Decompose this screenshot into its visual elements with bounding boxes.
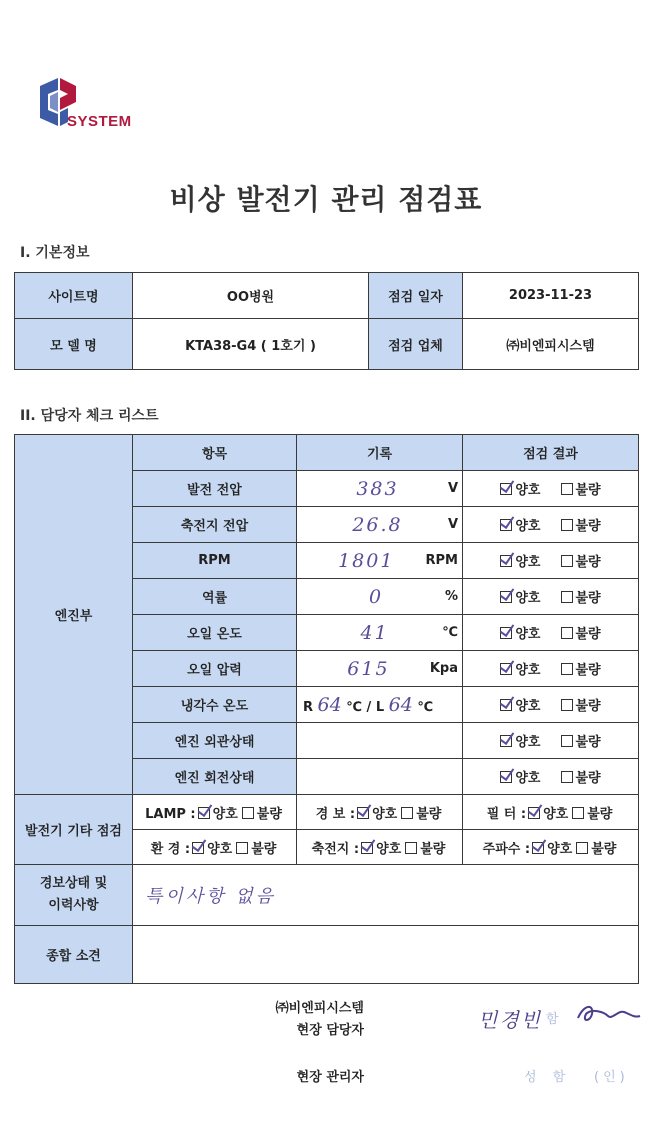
handwritten-value: 0 [368, 585, 384, 608]
field-manager-label: 현장 담당자 [296, 1023, 364, 1038]
record-oil-pressure [297, 651, 463, 687]
bad-checkbox[interactable] [561, 483, 573, 495]
logo-text: SYSTEM [67, 113, 132, 130]
unit: ℃ [442, 625, 458, 640]
date-value: 2023-11-23 [463, 273, 639, 319]
bad-checkbox[interactable] [561, 591, 573, 603]
document-title: 비상 발전기 관리 점검표 [169, 183, 483, 216]
result-coolant-temperature[interactable]: 양호 불량 [463, 687, 639, 723]
item-engine-rotation: 엔진 회전상태 [133, 759, 297, 795]
etc-lamp[interactable]: LAMP : 양호 불량 [133, 795, 297, 830]
section-checklist-heading: II. 담당자 체크 리스트 [20, 408, 159, 424]
bad-checkbox[interactable] [572, 807, 584, 819]
bad-checkbox[interactable] [561, 627, 573, 639]
record-engine-exterior [297, 723, 463, 759]
unit: % [444, 589, 458, 604]
result-rpm[interactable]: 양호 불량 [463, 543, 639, 579]
result-battery-voltage[interactable]: 양호 불량 [463, 507, 639, 543]
basic-info-table [14, 272, 639, 370]
alarm-history-value[interactable] [133, 865, 639, 926]
result-oil-temperature[interactable]: 양호 불량 [463, 615, 639, 651]
handwritten-value: 1801 [338, 549, 395, 572]
good-checkbox[interactable] [500, 555, 512, 567]
good-checkbox[interactable] [500, 663, 512, 675]
model-label: 모 델 명 [15, 319, 133, 370]
engine-group-label: 엔진부 [15, 435, 133, 795]
handwritten-value: 64 [317, 693, 342, 716]
col-record-header: 기록 [297, 435, 463, 471]
site-value: OO병원 [133, 273, 369, 319]
signature-scribble [574, 1000, 644, 1028]
summary-label: 종합 소견 [15, 926, 133, 984]
good-checkbox[interactable] [500, 735, 512, 747]
item-oil-pressure: 오일 압력 [133, 651, 297, 687]
model-value: KTA38-G4 ( 1호기 ) [133, 319, 369, 370]
handwritten-value: 615 [347, 657, 390, 680]
alarm-history-label: 경보상태 및 이력사항 [15, 865, 133, 926]
item-engine-exterior: 엔진 외관상태 [133, 723, 297, 759]
site-admin-label: 현장 관리자 [296, 1070, 364, 1085]
good-checkbox[interactable] [500, 771, 512, 783]
handwritten-value: 64 [388, 693, 413, 716]
good-checkbox[interactable] [192, 842, 204, 854]
bad-checkbox[interactable] [401, 807, 413, 819]
record-coolant-temperature: R 64 ℃ / L 64 ℃ [297, 687, 463, 723]
date-label: 점검 일자 [369, 273, 463, 319]
company-label: 점검 업체 [369, 319, 463, 370]
result-oil-pressure[interactable]: 양호 불량 [463, 651, 639, 687]
col-result-header: 점검 결과 [463, 435, 639, 471]
field-manager-seal-placeholder: 함 [546, 1012, 565, 1027]
footer-company: ㈜비엔피시스템 [275, 1001, 364, 1016]
checklist-table [14, 434, 639, 984]
record-power-factor [297, 579, 463, 615]
item-generator-voltage: 발전 전압 [133, 471, 297, 507]
handwritten-value: 26.8 [352, 513, 403, 536]
record-battery-voltage [297, 507, 463, 543]
bad-checkbox[interactable] [561, 735, 573, 747]
good-checkbox[interactable] [500, 519, 512, 531]
bad-checkbox[interactable] [236, 842, 248, 854]
site-label: 사이트명 [15, 273, 133, 319]
item-rpm: RPM [133, 543, 297, 579]
site-admin-seal-placeholder: (인) [594, 1070, 629, 1085]
footer-company-block [240, 998, 364, 1042]
item-power-factor: 역률 [133, 579, 297, 615]
good-checkbox[interactable] [357, 807, 369, 819]
good-checkbox[interactable] [198, 807, 210, 819]
good-checkbox[interactable] [500, 591, 512, 603]
col-item-header: 항목 [133, 435, 297, 471]
bad-checkbox[interactable] [561, 699, 573, 711]
bad-checkbox[interactable] [242, 807, 254, 819]
etc-alarm[interactable]: 경 보 : 양호 불량 [297, 795, 463, 830]
company-value: ㈜비엔피시스템 [463, 319, 639, 370]
result-engine-exterior[interactable]: 양호 불량 [463, 723, 639, 759]
item-coolant-temperature: 냉각수 온도 [133, 687, 297, 723]
result-engine-rotation[interactable]: 양호 불량 [463, 759, 639, 795]
unit: Kpa [429, 661, 458, 676]
unit: V [447, 517, 458, 532]
summary-value[interactable] [133, 926, 639, 984]
good-checkbox[interactable] [500, 483, 512, 495]
handwritten-value: 383 [356, 477, 399, 500]
bad-checkbox[interactable] [561, 771, 573, 783]
etc-filter[interactable]: 필 터 : 양호 불량 [463, 795, 639, 830]
handwritten-note: 특이사항 없음 [145, 886, 277, 907]
item-oil-temperature: 오일 온도 [133, 615, 297, 651]
bad-checkbox[interactable] [405, 842, 417, 854]
handwritten-value: 41 [360, 621, 389, 644]
record-rpm [297, 543, 463, 579]
bad-checkbox[interactable] [561, 519, 573, 531]
site-admin-name-placeholder: 성 함 [524, 1070, 572, 1085]
section-basic-info-heading: I. 기본정보 [20, 245, 90, 261]
good-checkbox[interactable] [500, 699, 512, 711]
result-generator-voltage[interactable]: 양호 불량 [463, 471, 639, 507]
item-battery-voltage: 축전지 전압 [133, 507, 297, 543]
result-power-factor[interactable]: 양호 불량 [463, 579, 639, 615]
good-checkbox[interactable] [500, 627, 512, 639]
field-manager-signature: 민경빈 [478, 1008, 542, 1032]
good-checkbox[interactable] [532, 842, 544, 854]
etc-frequency[interactable]: 주파수 : 양호 불량 [463, 830, 639, 865]
unit: V [447, 481, 458, 496]
bad-checkbox[interactable] [561, 555, 573, 567]
record-engine-rotation [297, 759, 463, 795]
etc-environment[interactable]: 환 경 : 양호 불량 [133, 830, 297, 865]
etc-battery[interactable]: 축전지 : 양호 불량 [297, 830, 463, 865]
record-oil-temperature [297, 615, 463, 651]
good-checkbox[interactable] [528, 807, 540, 819]
unit: RPM [425, 553, 458, 568]
record-generator-voltage [297, 471, 463, 507]
bad-checkbox[interactable] [576, 842, 588, 854]
bad-checkbox[interactable] [561, 663, 573, 675]
etc-group-label: 발전기 기타 점검 [15, 795, 133, 865]
good-checkbox[interactable] [361, 842, 373, 854]
